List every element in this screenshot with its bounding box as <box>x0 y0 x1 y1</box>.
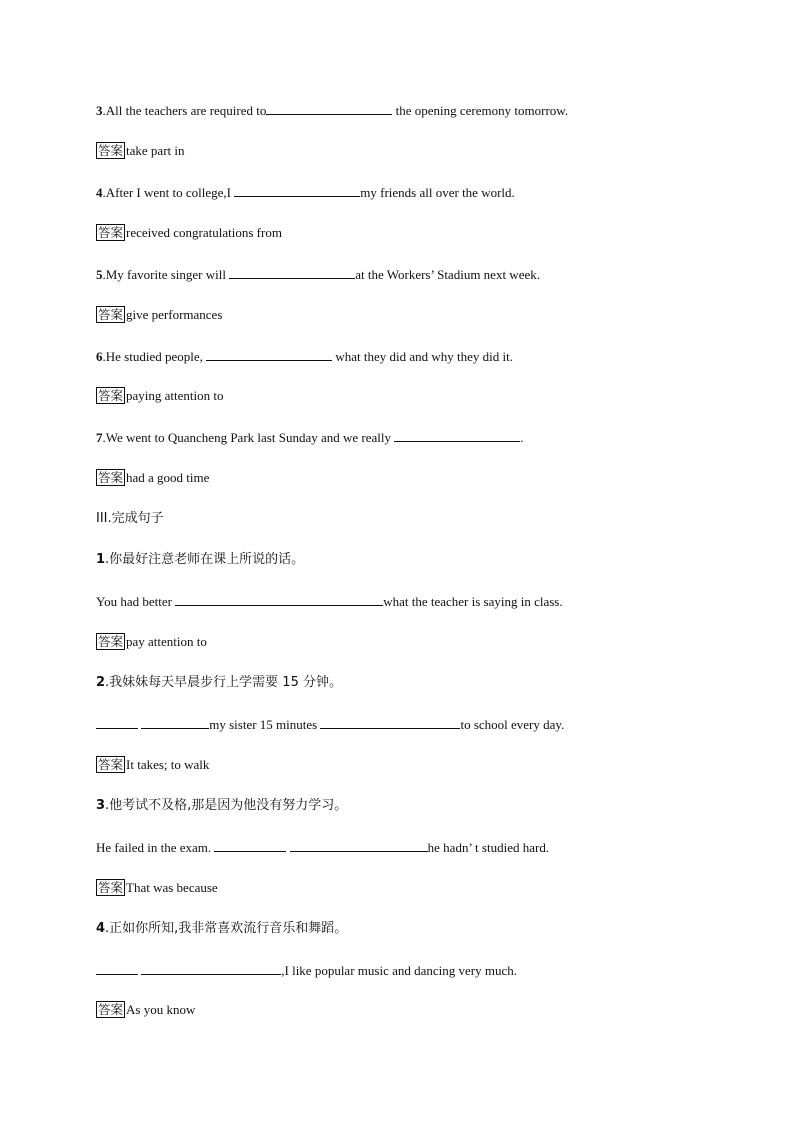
sentence-text-after: ,I like popular music and dancing very much. <box>281 963 517 978</box>
question-number: 5 <box>96 267 103 282</box>
question-number: 2 <box>96 675 106 690</box>
question-6 <box>96 347 513 366</box>
chinese-prompt: .他考试不及格,那是因为他没有努力学习。 <box>105 798 348 813</box>
sentence-3-answer <box>96 879 218 897</box>
answer-tag: 答案 <box>98 1002 124 1017</box>
sentence-3-chinese <box>96 797 347 815</box>
answer-blank[interactable] <box>394 428 520 442</box>
answer-text: paying attention to <box>126 388 224 403</box>
answer-blank[interactable] <box>214 838 286 852</box>
answer-text: pay attention to <box>126 634 207 649</box>
sentence-2-english <box>96 715 564 734</box>
question-text-before: .My favorite singer will <box>102 267 230 282</box>
sentence-1-chinese <box>96 551 304 569</box>
question-text-after: what they did and why they did it. <box>332 349 514 364</box>
answer-6 <box>96 387 224 405</box>
answer-text: It takes; to walk <box>126 757 210 772</box>
question-number: 4 <box>96 921 106 936</box>
answer-tag: 答案 <box>98 225 124 240</box>
answer-blank[interactable] <box>141 715 209 729</box>
answer-text: received congratulations from <box>126 225 282 240</box>
answer-tag: 答案 <box>98 388 124 403</box>
question-text-after: . <box>520 430 524 445</box>
answer-text: had a good time <box>126 470 210 485</box>
sentence-2-answer <box>96 756 209 774</box>
answer-text: take part in <box>126 143 185 158</box>
sentence-4-answer <box>96 1001 195 1019</box>
sentence-2-chinese <box>96 674 342 692</box>
answer-5 <box>96 306 222 324</box>
question-number: 3 <box>96 103 103 118</box>
answer-blank[interactable] <box>266 101 392 115</box>
answer-4 <box>96 224 282 242</box>
question-text-after: the opening ceremony tomorrow. <box>392 103 569 118</box>
answer-text: give performances <box>126 307 223 322</box>
question-number: 4 <box>96 185 103 200</box>
sentence-4-english <box>96 961 517 980</box>
answer-text: As you know <box>126 1002 196 1017</box>
question-text-before: .After I went to college,I <box>102 185 235 200</box>
answer-blank[interactable] <box>320 715 460 729</box>
answer-blank[interactable] <box>234 183 360 197</box>
answer-7 <box>96 469 209 487</box>
question-3 <box>96 101 568 120</box>
answer-text: That was because <box>126 880 218 895</box>
sentence-4-chinese <box>96 920 347 938</box>
question-text-after: my friends all over the world. <box>360 185 515 200</box>
sentence-1-english <box>96 592 563 611</box>
chinese-prompt: .你最好注意老师在课上所说的话。 <box>105 552 305 567</box>
chinese-prompt: .我妹妹每天早晨步行上学需要 15 分钟。 <box>105 675 342 690</box>
answer-tag: 答案 <box>98 143 124 158</box>
answer-blank[interactable] <box>206 347 332 361</box>
answer-tag: 答案 <box>98 470 124 485</box>
sentence-text-after: what the teacher is saying in class. <box>383 594 563 609</box>
sentence-text-mid: my sister 15 minutes <box>209 717 321 732</box>
question-number: 7 <box>96 430 103 445</box>
question-number: 6 <box>96 349 103 364</box>
answer-blank[interactable] <box>290 838 428 852</box>
section-title: III.完成句子 <box>96 511 164 526</box>
question-text-after: at the Workers’ Stadium next week. <box>355 267 540 282</box>
sentence-3-english <box>96 838 549 857</box>
question-7 <box>96 428 523 447</box>
answer-blank[interactable] <box>96 961 138 975</box>
question-number: 3 <box>96 798 106 813</box>
answer-blank[interactable] <box>141 961 281 975</box>
answer-tag: 答案 <box>98 757 124 772</box>
chinese-prompt: .正如你所知,我非常喜欢流行音乐和舞蹈。 <box>105 921 348 936</box>
question-number: 1 <box>96 552 106 567</box>
sentence-1-answer <box>96 633 207 651</box>
answer-tag: 答案 <box>98 307 124 322</box>
sentence-text-before: You had better <box>96 594 176 609</box>
answer-tag: 答案 <box>98 880 124 895</box>
question-5 <box>96 265 540 284</box>
question-4 <box>96 183 515 202</box>
answer-blank[interactable] <box>229 265 355 279</box>
sentence-text-before: He failed in the exam. <box>96 840 215 855</box>
question-text-before: .All the teachers are required to <box>102 103 267 118</box>
sentence-text-after: he hadn’ t studied hard. <box>427 840 550 855</box>
answer-tag: 答案 <box>98 634 124 649</box>
question-text-before: .He studied people, <box>102 349 207 364</box>
answer-blank[interactable] <box>175 592 383 606</box>
sentence-text-after: to school every day. <box>460 717 565 732</box>
answer-3 <box>96 142 185 160</box>
question-text-before: .We went to Quancheng Park last Sunday and we really <box>102 430 395 445</box>
answer-blank[interactable] <box>96 715 138 729</box>
